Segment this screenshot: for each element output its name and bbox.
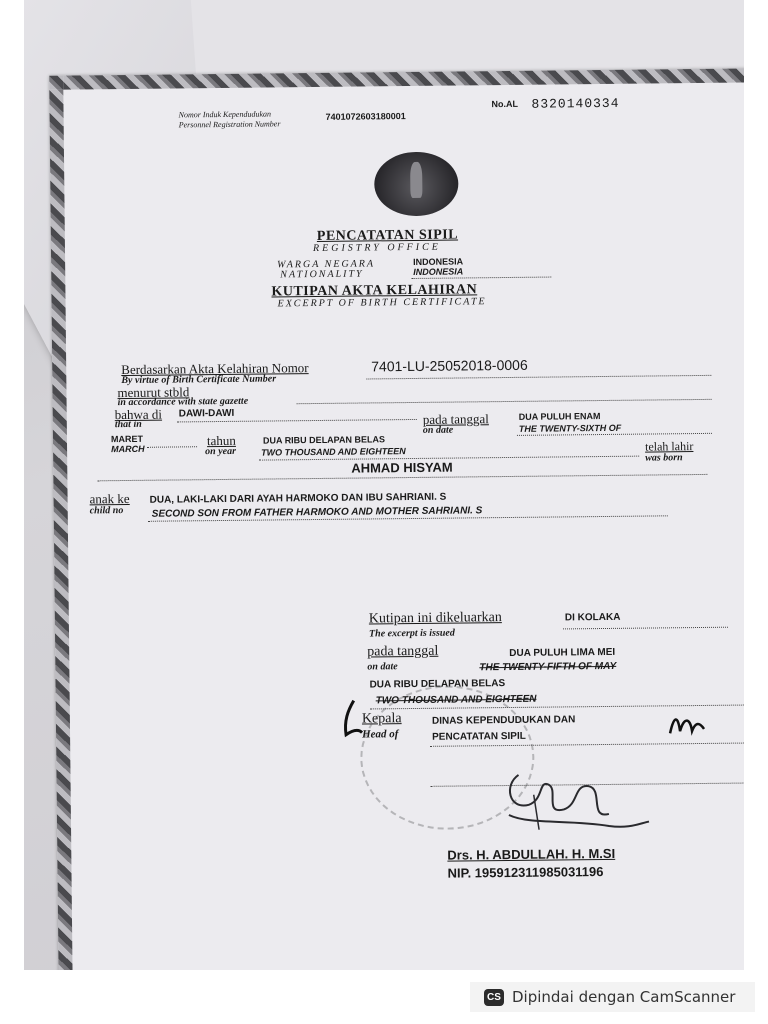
issued-label-en: The excerpt is issued [368,627,455,640]
certificate-title: KUTIPAN AKTA KELAHIRAN [271,282,478,300]
initial-mark-left [338,699,366,739]
signature-graphic [488,763,659,845]
official-name: Drs. H. ABDULLAH. H. M.SI [447,845,616,863]
birth-date-value-en: THE TWENTY-SIXTH OF [518,422,622,434]
child-name: AHMAD HISYAM [351,459,453,476]
issued-label: Kutipan ini dikeluarkan [368,610,502,627]
birth-year-label: tahun [206,432,236,449]
born-label: telah lahir [645,439,694,454]
certificate-title-en: EXCERPT OF BIRTH CERTIFICATE [277,296,487,310]
citizen-label: WARGA NEGARA [277,258,376,271]
citizen-value: INDONESIA [413,256,464,267]
scanned-photo [24,0,744,970]
issued-date-value-en: THE TWENTY-FIFTH OF MAY [479,660,617,674]
citizen-label-en: NATIONALITY [280,268,364,281]
head-value-2: PENCATATAN SIPIL [432,730,526,743]
birth-year-value-en: TWO THOUSAND AND EIGHTEEN [261,446,406,458]
issued-date-label-en: on date [367,661,398,673]
akta-number: 7401-LU-25052018-0006 [371,356,528,375]
child-order-value: DUA, LAKI-LAKI DARI AYAH HARMOKO DAN IBU SAHRIANI. S [149,491,447,506]
stbld-label: menurut stbld [117,384,190,401]
akta-label-en: By virtue of Birth Certificate Number [121,373,277,387]
birth-year-value: DUA RIBU DELAPAN BELAS [262,434,386,446]
birth-date-value: DUA PULUH ENAM [518,411,601,422]
official-nip: NIP. 195912311985031196 [447,864,604,881]
issued-date-value: DUA PULUH LIMA MEI [509,646,616,659]
akta-label: Berdasarkan Akta Kelahiran Nomor [121,360,309,378]
garuda-emblem-icon [374,152,459,217]
birth-month-value: MARET [110,433,144,445]
no-label: No.AL [491,98,519,110]
issued-place: DI KOLAKA [564,611,621,624]
certificate-number: 8320140334 [531,95,620,112]
child-order-label: anak ke [89,490,130,507]
camscanner-logo-icon: CS [484,989,504,1006]
camscanner-text: Dipindai dengan CamScanner [512,988,736,1006]
registry-title-en: REGISTRY OFFICE [312,241,441,255]
citizen-value-en: INDONESIA [413,266,464,277]
issued-year-value-en: TWO THOUSAND AND EIGHTEEN [375,693,537,707]
birth-year-label-en: on year [205,445,237,458]
place-value: DAWI-DAWI [178,407,235,420]
issued-date-label: pada tanggal [367,643,439,660]
birth-date-label-en: on date [422,424,454,436]
birth-date-label: pada tanggal [422,411,489,427]
nik-value: 7401072603180001 [325,111,406,122]
registry-title: PENCATATAN SIPIL [316,227,459,244]
initial-mark-right [666,711,706,739]
head-label: Kepala [361,711,402,727]
child-order-value-en: SECOND SON FROM FATHER HARMOKO AND MOTHER SAHRIANI. S [151,505,483,520]
child-order-label-en: child no [89,505,124,517]
stbld-label-en: in accordance with state gazette [117,395,249,409]
nik-label-en: Personnel Registration Number [178,119,281,130]
place-label: bahwa di [114,406,163,423]
place-label-en: that in [114,418,142,431]
birth-month-value-en: MARCH [111,443,145,455]
head-value: DINAS KEPENDUDUKAN DAN [431,714,576,727]
birth-certificate [49,68,744,970]
born-label-en: was born [645,452,683,464]
nik-label: Nomor Induk Kependudukan [178,109,272,120]
issued-year-value: DUA RIBU DELAPAN BELAS [369,678,506,691]
head-label-en: Head of [362,728,399,741]
camscanner-watermark [470,982,755,1012]
